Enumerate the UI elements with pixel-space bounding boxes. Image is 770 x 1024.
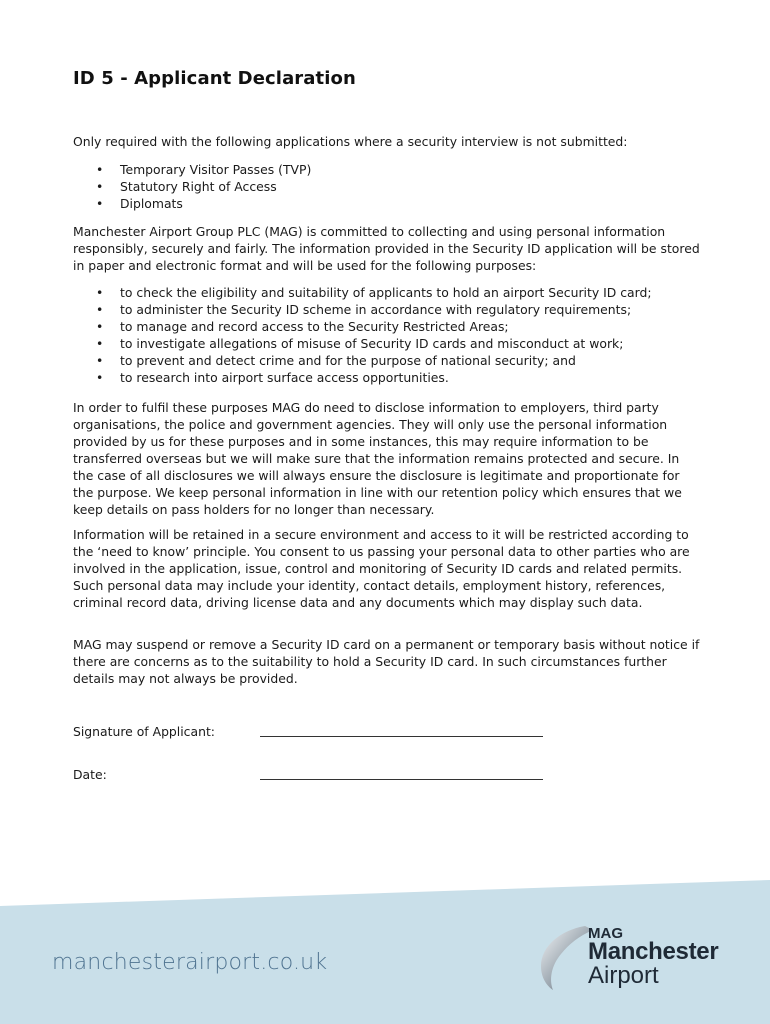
footer-url: manchesterairport.co.uk bbox=[52, 950, 328, 975]
logo-manchester-text: Manchester bbox=[588, 938, 719, 965]
list-item: • to investigate allegations of misuse of Security ID cards and misconduct at work; bbox=[96, 335, 652, 352]
retention-paragraph: Information will be retained in a secure environment and access to it will be restricted according to the ‘need to know’ principle. You consent to us passing your personal data to other parties who are involved in the application, issue, control and monitoring of Security ID cards and related permits. Such personal data may include your identity, contact details, employment history, references, criminal record data, driving license data and any documents which may display such data. bbox=[73, 527, 690, 610]
logo-airport-text: Airport bbox=[588, 962, 659, 989]
page-title: ID 5 - Applicant Declaration bbox=[73, 68, 356, 89]
list-item: • to research into airport surface access opportunities. bbox=[96, 369, 652, 386]
date-line[interactable] bbox=[260, 779, 543, 780]
intro-text: Only required with the following applications where a security interview is not submitted: bbox=[73, 134, 628, 149]
airport-swoosh-logo-icon bbox=[535, 922, 595, 992]
suspension-paragraph: MAG may suspend or remove a Security ID card on a permanent or temporary basis without notice if there are concerns as to the suitability to hold a Security ID card. In such circumstances further details may not always be provided. bbox=[73, 637, 700, 686]
mag-statement-paragraph: Manchester Airport Group PLC (MAG) is committed to collecting and using personal information responsibly, securely and fairly. The information provided in the Security ID application will be stored in paper and electronic format and will be used for the following purposes: bbox=[73, 224, 700, 273]
list-item: • to manage and record access to the Security Restricted Areas; bbox=[96, 318, 652, 335]
pass-type-list bbox=[96, 161, 311, 212]
list-item: • Diplomats bbox=[96, 195, 311, 212]
list-item: • to prevent and detect crime and for the purpose of national security; and bbox=[96, 352, 652, 369]
logo-mag-text: MAG bbox=[588, 925, 623, 942]
date-label: Date: bbox=[73, 767, 107, 782]
list-item: • Statutory Right of Access bbox=[96, 178, 311, 195]
list-item: • Temporary Visitor Passes (TVP) bbox=[96, 161, 311, 178]
disclosure-paragraph: In order to fulfil these purposes MAG do need to disclose information to employers, third party organisations, the police and government agencies. They will only use the personal information provided by us for these purposes and in some instances, this may require information to be transferred overseas but we will make sure that the information remains protected and secure. In the case of all disclosures we will always ensure the disclosure is legitimate and proportionate for the purpose. We keep personal information in line with our retention policy which ensures that we keep details on pass holders for no longer than necessary. bbox=[73, 400, 682, 517]
list-item: • to check the eligibility and suitability of applicants to hold an airport Security ID card; bbox=[96, 284, 652, 301]
signature-line[interactable] bbox=[260, 736, 543, 737]
purposes-list bbox=[96, 284, 652, 386]
list-item: • to administer the Security ID scheme in accordance with regulatory requirements; bbox=[96, 301, 652, 318]
signature-label: Signature of Applicant: bbox=[73, 724, 215, 739]
